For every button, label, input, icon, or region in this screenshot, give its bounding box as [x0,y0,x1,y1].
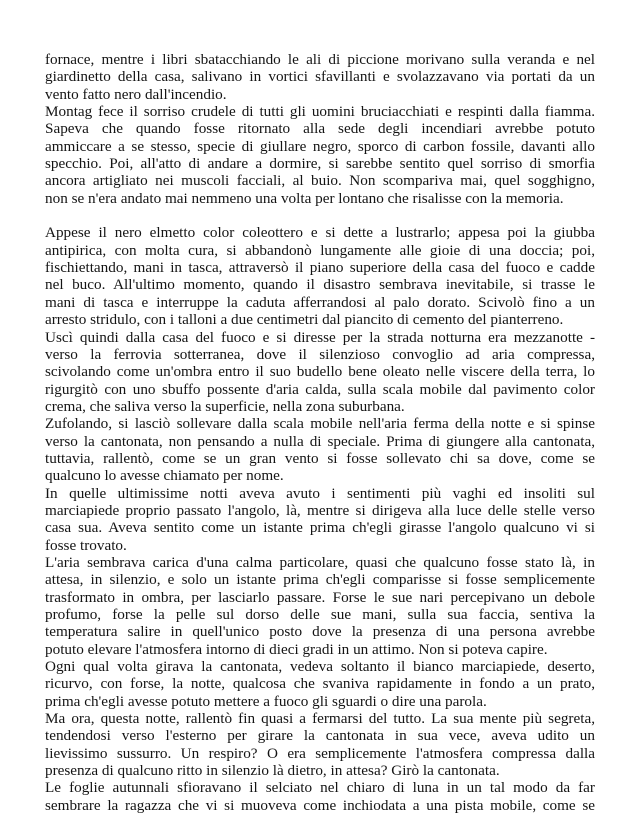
text-line: Sapeva che quando fosse ritornato alla sede degli incendiari avrebbe potuto [45,120,595,138]
paragraph [45,554,595,658]
text-line: rigurgitò con uno sbuffo possente d'aria calda, sulla scala mobile dal pavimento color [45,380,595,398]
paragraph [45,329,595,416]
blank-line [45,207,595,224]
text-line: lievissimo sussurro. Un respiro? O era semplicemente l'atmosfera compressa dalla [45,744,595,762]
text-line: qualcuno lo avesse chiamato per nome. [45,467,284,485]
paragraph [45,485,595,554]
text-line: temperatura salire in quell'unico posto dove la presenza di una persona avrebbe [45,623,595,641]
text-line: fornace, mentre i libri sbatacchiando le ali di piccione morivano sulla veranda e nel [45,51,595,68]
text-line: vento fatto nero dall'incendio. [45,85,227,103]
text-line: tendendosi verso l'esterno per girare la cantonata in sua vece, aveva udito un [45,727,595,745]
text-line: non se n'era andato mai nemmeno una volta per lontano che risalisse con la memoria. [45,189,564,207]
text-line: In quelle ultimissime notti aveva avuto i sentimenti più vaghi ed insoliti sul [45,484,595,502]
text-line: L'aria sembrava carica d'una calma particolare, quasi che qualcuno fosse stato là, in [45,553,595,571]
text-line: Ma ora, questa notte, rallentò fin quasi a fermarsi del tutto. La sua mente più segreta, [45,710,595,728]
text-line: nel buco. All'ultimo momento, quando il disastro sembrava inevitabile, si trasse le [45,276,595,294]
paragraph [45,51,595,103]
text-line: marciapiede proprio passato l'angolo, là, mentre si dirigeva alla luce delle stelle verso [45,501,595,519]
text-line: potuto elevare l'atmosfera intorno di dieci gradi in un attimo. Non si poteva capire. [45,640,548,658]
text-line: presenza di qualcuno ritto in silenzio là dietro, in attesa? Girò la cantonata. [45,762,500,780]
text-line: verso la ferrovia sotterranea, dove il silenzioso convoglio ad aria compressa, [45,345,595,363]
text-line: Montag fece il sorriso crudele di tutti gli uomini bruciacchiati e respinti dalla fiamma. [45,103,595,121]
text-line: fosse trovato. [45,536,127,554]
text-line: mani di tasca e interruppe la caduta afferrandosi al palo dorato. Scivolò fino a un [45,293,595,311]
paragraph [45,779,595,814]
text-line: crema, che saliva verso la superficie, nella zona suburbana. [45,397,405,415]
text-line: arresto stridulo, con i talloni a due centimetri dal piancito di cemento del pianterreno. [45,311,564,329]
text-line: giardinetto della casa, salivano in vortici sfavillanti e svolazzavano via portati da un [45,68,595,86]
text-line: Le foglie autunnali sfioravano il selciato nel chiaro di luna in un tal modo da far [45,779,595,797]
text-line: sembrare la ragazza che vi si muoveva come inchiodata a una pista mobile, come se [45,796,595,814]
paragraph [45,415,595,484]
text-line: attesa, in silenzio, e solo un istante prima ch'egli comparisse si fosse semplicemente [45,571,595,589]
text-line: ancora artigliato nei muscoli facciali, al buio. Non scompariva mai, quel sogghigno, [45,172,595,190]
text-line: antipirica, con molta cura, si abbandonò lungamente alle gioie di una doccia; poi, [45,241,595,259]
text-line: scivolando come un'ombra entro il suo budello bene oleato nelle viscere della terra, lo [45,363,595,381]
text-line: ammiccare a se stesso, specie di giullare negro, sporco di carbon fossile, davanti allo [45,137,595,155]
paragraph [45,224,595,328]
text-line: verso la cantonata, non pensando a nulla di speciale. Prima di giungere alla cantonata, [45,432,595,450]
page-text [45,51,595,814]
text-line: Zufolando, si lasciò sollevare dalla scala mobile nell'aria ferma della notte e si spinse [45,415,595,433]
text-line: specchio. Poi, all'atto di andare a dormire, si sarebbe sentito quel sorriso di smorfia [45,155,595,173]
paragraph [45,103,595,207]
text-line: Ogni qual volta girava la cantonata, vedeva soltanto il bianco marciapiede, deserto, [45,658,595,676]
text-line: Appese il nero elmetto color coleottero e si dette a lustrarlo; appesa poi la giubba [45,224,595,242]
text-line: ricurvo, con forse, la notte, qualcosa che svaniva rapidamente in fondo a un prato, [45,675,595,693]
text-line: prima ch'egli avesse potuto mettere a fuoco gli sguardi o dire una parola. [45,692,487,710]
paragraph [45,710,595,779]
text-line: tuttavia, rallentò, come se un gran vento si fosse sollevato chi sa dove, come se [45,449,595,467]
text-line: Uscì quindi dalla casa del fuoco e si diresse per la strada notturna era mezzanotte - [45,328,595,346]
paragraph [45,658,595,710]
text-line: casa sua. Aveva sentito come un istante prima ch'egli girasse l'angolo qualcuno vi si [45,519,595,537]
text-line: profumo, forse la pelle sul dorso delle sue mani, sulla sua faccia, sentiva la [45,606,595,623]
text-line: fischiettando, mani in tasca, attraversò il piano superiore della casa del fuoco e cadde [45,259,595,277]
text-line: trasformato in ombra, per lasciarlo passare. Forse le sue nari percepivano un debole [45,588,595,606]
